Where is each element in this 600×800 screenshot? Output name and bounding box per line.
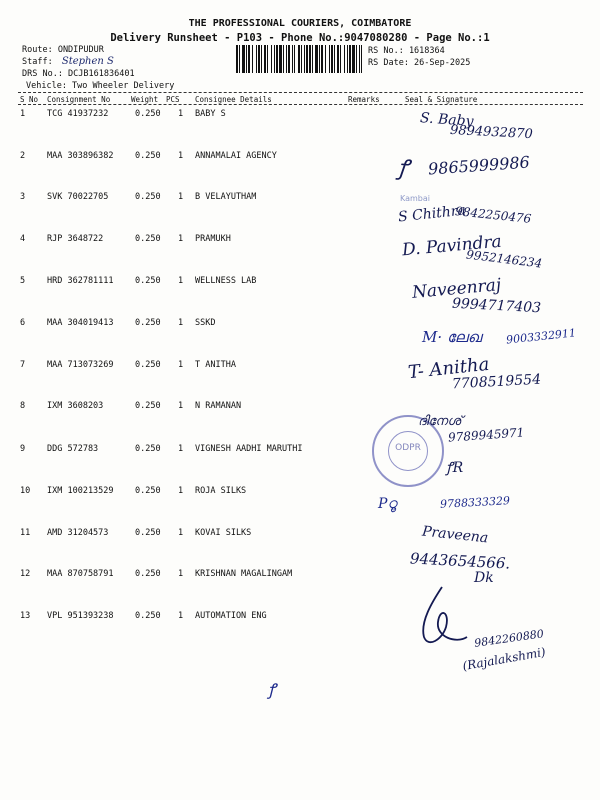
signature-9-phone: 9789945971 bbox=[447, 425, 525, 445]
row-weight: 0.250 bbox=[135, 401, 161, 411]
barcode-bar bbox=[292, 45, 293, 73]
signature-10-mark: Pഠൂ bbox=[378, 496, 397, 512]
vehicle-label: Vehicle: Two Wheeler Delivery bbox=[26, 81, 175, 91]
row-weight: 0.250 bbox=[135, 192, 161, 202]
row-pcs: 1 bbox=[178, 192, 184, 202]
row-sno: 8 bbox=[20, 401, 26, 411]
runsheet-title: Delivery Runsheet - P103 - Phone No.:9047080280 - Page No.:1 bbox=[110, 32, 490, 44]
row-consignment: MAA 870758791 bbox=[47, 569, 114, 579]
barcode-bar bbox=[315, 45, 318, 73]
signature-2-phone: 9865999986 bbox=[427, 152, 531, 179]
row-weight: 0.250 bbox=[135, 318, 161, 328]
row-consignee: KRISHNAN MAGALINGAM bbox=[195, 569, 293, 579]
signature-6-mark: M· ലേഖ bbox=[422, 328, 482, 346]
row-consignee: SSKD bbox=[195, 318, 216, 328]
row-sno: 3 bbox=[20, 192, 26, 202]
row-consignment: SVK 70022705 bbox=[47, 192, 109, 202]
row-consignee: AUTOMATION ENG bbox=[195, 611, 267, 621]
row-sno: 6 bbox=[20, 318, 26, 328]
row-consignment: MAA 713073269 bbox=[47, 360, 114, 370]
row-consignee: VIGNESH AADHI MARUTHI bbox=[195, 444, 303, 454]
barcode-bar bbox=[334, 45, 335, 73]
signature-12-initials: Dk bbox=[474, 570, 494, 586]
signature-13-phone: 9842260880 bbox=[473, 627, 545, 650]
row-weight: 0.250 bbox=[135, 234, 161, 244]
table-row bbox=[0, 318, 360, 332]
signature-13-scribble bbox=[412, 582, 472, 652]
row-weight: 0.250 bbox=[135, 611, 161, 621]
rs-number: RS No.: 1618364 bbox=[368, 46, 445, 56]
signature-7-name: T- Anitha bbox=[407, 353, 491, 384]
table-row bbox=[0, 444, 360, 458]
table-row bbox=[0, 528, 360, 542]
row-consignee: T ANITHA bbox=[195, 360, 236, 370]
barcode-bar bbox=[321, 45, 323, 73]
table-row bbox=[0, 234, 360, 248]
barcode-bar bbox=[304, 45, 305, 73]
row-pcs: 1 bbox=[178, 401, 184, 411]
barcode-bar bbox=[252, 45, 253, 73]
signature-6-phone: 9003332911 bbox=[505, 326, 577, 347]
table-row bbox=[0, 151, 360, 165]
signature-5-name: Naveenraj bbox=[411, 275, 502, 303]
row-pcs: 1 bbox=[178, 109, 184, 119]
row-consignment: MAA 304019413 bbox=[47, 318, 114, 328]
row-sno: 12 bbox=[20, 569, 31, 579]
row-consignee: WELLNESS LAB bbox=[195, 276, 257, 286]
barcode-bar bbox=[276, 45, 278, 73]
row-pcs: 1 bbox=[178, 486, 184, 496]
row-consignment: IXM 100213529 bbox=[47, 486, 114, 496]
row-sno: 7 bbox=[20, 360, 26, 370]
barcode-bar bbox=[288, 45, 290, 73]
signature-4-phone: 9952146234 bbox=[465, 247, 543, 271]
barcode-bar bbox=[258, 45, 260, 73]
staff-handwritten: Stephen S bbox=[61, 56, 114, 67]
drs-number: DRS No.: DCJB161836401 bbox=[22, 69, 135, 79]
faint-stamp-text: Kambai bbox=[400, 194, 431, 203]
row-sno: 5 bbox=[20, 276, 26, 286]
row-weight: 0.250 bbox=[135, 444, 161, 454]
barcode-bar bbox=[356, 45, 357, 73]
col-sno: S No bbox=[20, 95, 39, 104]
row-sno: 10 bbox=[20, 486, 31, 496]
signature-9-mark: ദിനേശ് bbox=[418, 414, 462, 429]
page-mark: ꝭ bbox=[268, 680, 276, 699]
row-weight: 0.250 bbox=[135, 151, 161, 161]
row-pcs: 1 bbox=[178, 276, 184, 286]
row-consignment: TCG 41937232 bbox=[47, 109, 109, 119]
row-sno: 13 bbox=[20, 611, 31, 621]
row-pcs: 1 bbox=[178, 444, 184, 454]
barcode-bar bbox=[359, 45, 360, 73]
row-weight: 0.250 bbox=[135, 109, 161, 119]
barcode-bar bbox=[246, 45, 247, 73]
stamp-text: ODPR bbox=[395, 443, 421, 453]
barcode-bar bbox=[271, 45, 272, 73]
barcode-bar bbox=[294, 45, 295, 73]
barcode-bar bbox=[239, 45, 240, 73]
signature-1-name: S. Baby bbox=[419, 110, 474, 130]
row-sno: 2 bbox=[20, 151, 26, 161]
row-consignment: RJP 3648722 bbox=[47, 234, 104, 244]
col-consignment: Consignment No bbox=[47, 95, 111, 104]
row-consignment: VPL 951393238 bbox=[47, 611, 114, 621]
barcode-bar bbox=[361, 45, 362, 73]
barcode-bar bbox=[242, 45, 245, 73]
row-pcs: 1 bbox=[178, 318, 184, 328]
row-consignee: ANNAMALAI AGENCY bbox=[195, 151, 277, 161]
col-pcs: PCS bbox=[166, 95, 180, 104]
barcode-bar bbox=[306, 45, 308, 73]
row-consignment: AMD 31204573 bbox=[47, 528, 109, 538]
barcode bbox=[236, 45, 362, 73]
table-row bbox=[0, 276, 360, 290]
barcode-bar bbox=[340, 45, 341, 73]
barcode-bar bbox=[347, 45, 348, 73]
signature-4-name: D. Pavindra bbox=[401, 231, 503, 261]
row-pcs: 1 bbox=[178, 234, 184, 244]
col-weight: Weight bbox=[131, 95, 159, 104]
barcode-bar bbox=[319, 45, 320, 73]
col-seal-signature: Seal & Signature bbox=[405, 95, 478, 104]
row-weight: 0.250 bbox=[135, 528, 161, 538]
signature-7-phone: 7708519554 bbox=[451, 371, 542, 393]
signature-3-phone: 9842250476 bbox=[454, 204, 532, 226]
row-pcs: 1 bbox=[178, 569, 184, 579]
company-title: THE PROFESSIONAL COURIERS, COIMBATORE bbox=[188, 18, 412, 29]
rs-date: RS Date: 26-Sep-2025 bbox=[368, 58, 471, 68]
barcode-bar bbox=[286, 45, 287, 73]
barcode-bar bbox=[274, 45, 275, 73]
barcode-bar bbox=[248, 45, 250, 73]
staff-label: Staff: bbox=[22, 57, 53, 67]
row-consignment: MAA 303896382 bbox=[47, 151, 114, 161]
table-row bbox=[0, 486, 360, 500]
row-weight: 0.250 bbox=[135, 569, 161, 579]
barcode-bar bbox=[349, 45, 351, 73]
table-row bbox=[0, 569, 360, 583]
row-weight: 0.250 bbox=[135, 276, 161, 286]
barcode-bar bbox=[256, 45, 257, 73]
row-pcs: 1 bbox=[178, 611, 184, 621]
signature-9-initials: ꝭR bbox=[446, 460, 464, 476]
row-sno: 9 bbox=[20, 444, 26, 454]
row-weight: 0.250 bbox=[135, 360, 161, 370]
row-pcs: 1 bbox=[178, 528, 184, 538]
barcode-bar bbox=[344, 45, 345, 73]
row-consignment: IXM 3608203 bbox=[47, 401, 104, 411]
barcode-bar bbox=[279, 45, 282, 73]
signature-13-name: (Rajalakshmi) bbox=[461, 644, 547, 674]
barcode-bar bbox=[312, 45, 313, 73]
barcode-bar bbox=[309, 45, 311, 73]
row-sno: 11 bbox=[20, 528, 31, 538]
row-consignee: KOVAI SILKS bbox=[195, 528, 252, 538]
row-pcs: 1 bbox=[178, 151, 184, 161]
col-remarks: Remarks bbox=[348, 95, 380, 104]
header-divider-top bbox=[18, 92, 583, 93]
barcode-bar bbox=[261, 45, 262, 73]
barcode-bar bbox=[264, 45, 266, 73]
row-consignee: B VELAYUTHAM bbox=[195, 192, 257, 202]
route-label: Route: ONDIPUDUR bbox=[22, 45, 104, 55]
barcode-bar bbox=[331, 45, 333, 73]
table-row bbox=[0, 611, 360, 625]
signature-11-phone: 9443654566. bbox=[409, 549, 511, 573]
row-consignee: BABY S bbox=[195, 109, 226, 119]
barcode-bar bbox=[352, 45, 355, 73]
table-row bbox=[0, 360, 360, 374]
signature-11-name: Praveena bbox=[421, 523, 489, 547]
table-row bbox=[0, 192, 360, 206]
row-sno: 4 bbox=[20, 234, 26, 244]
barcode-bar bbox=[325, 45, 326, 73]
barcode-bar bbox=[267, 45, 268, 73]
row-consignee: PRAMUKH bbox=[195, 234, 231, 244]
row-pcs: 1 bbox=[178, 360, 184, 370]
row-sno: 1 bbox=[20, 109, 26, 119]
barcode-bar bbox=[283, 45, 284, 73]
row-weight: 0.250 bbox=[135, 486, 161, 496]
barcode-bar bbox=[337, 45, 339, 73]
signature-2-mark: ꝭ bbox=[396, 155, 410, 182]
signature-1-phone: 9894932870 bbox=[449, 122, 534, 143]
table-row bbox=[0, 109, 360, 123]
row-consignee: ROJA SILKS bbox=[195, 486, 247, 496]
header-divider-bottom bbox=[18, 104, 583, 105]
staff-line bbox=[22, 56, 114, 67]
signature-10-phone: 9788333329 bbox=[439, 494, 511, 511]
row-consignee: N RAMANAN bbox=[195, 401, 242, 411]
col-consignee: Consignee Details bbox=[195, 95, 272, 104]
table-row bbox=[0, 401, 360, 415]
signature-3-name: S Chithra bbox=[397, 202, 467, 226]
barcode-bar bbox=[298, 45, 300, 73]
signature-5-phone: 9994717403 bbox=[451, 295, 542, 317]
row-consignment: DDG 572783 bbox=[47, 444, 99, 454]
barcode-bar bbox=[236, 45, 238, 73]
row-consignment: HRD 362781111 bbox=[47, 276, 114, 286]
barcode-bar bbox=[301, 45, 302, 73]
barcode-bar bbox=[329, 45, 330, 73]
